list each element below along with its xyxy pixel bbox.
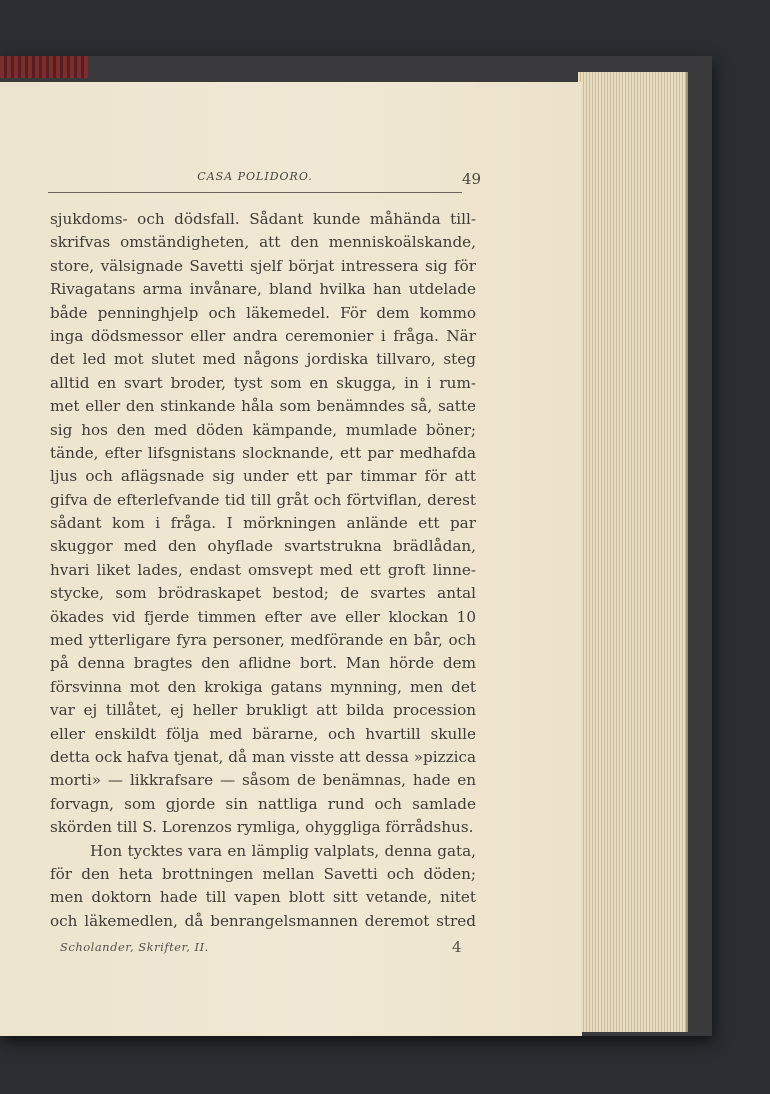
body-text	[50, 208, 476, 933]
book-headband	[0, 56, 88, 78]
text-line: ljus och aflägsnade sig under ett par timmar för att	[50, 467, 476, 486]
text-line: och läkemedlen, då benrangelsmannen deremot stred	[50, 911, 476, 930]
sheet-number: 4	[452, 938, 462, 956]
text-line: på denna bragtes den aflidne bort. Man hörde dem	[50, 654, 476, 673]
text-line: försvinna mot den krokiga gatans mynning, men det	[50, 677, 476, 696]
running-head	[48, 170, 462, 193]
running-title: CASA POLIDORO.	[197, 170, 313, 183]
page-edges	[578, 72, 688, 1032]
text-line: Rivagatans arma invånare, bland hvilka han utdelade	[50, 280, 476, 299]
text-line: ökades vid fjerde timmen efter ave eller klockan 10	[50, 607, 476, 626]
page-number: 49	[462, 170, 482, 188]
text-line: sjukdoms- och dödsfall. Sådant kunde måhända till-	[50, 210, 476, 228]
text-line: Hon tycktes vara en lämplig valplats, denna gata,	[90, 841, 476, 860]
text-line: men doktorn hade till vapen blott sitt vetande, nitet	[50, 888, 476, 907]
text-line: met eller den stinkande håla som benämndes så, satte	[50, 397, 476, 416]
text-line: alltid en svart broder, tyst som en skugga, in i rum-	[50, 373, 476, 392]
text-line: store, välsignade Savetti sjelf börjat intressera sig för	[50, 256, 476, 275]
text-line: sig hos den med döden kämpande, mumlade böner;	[50, 420, 476, 439]
text-line: stycke, som brödraskapet bestod; de svartes antal	[50, 584, 476, 603]
text-line: sådant kom i fråga. I mörkningen anlände ett par	[50, 514, 476, 533]
text-line: morti» — likkrafsare — såsom de benämnas, hade en	[50, 771, 476, 790]
text-line: eller enskildt följa med bärarne, och hvartill skulle	[50, 724, 476, 743]
text-line: gifva de efterlefvande tid till gråt och förtviflan, derest	[50, 490, 476, 509]
text-line: för den heta brottningen mellan Savetti och döden;	[50, 864, 476, 883]
text-line: detta ock hafva tjenat, då man visste att dessa »pizzica	[50, 747, 476, 766]
text-line: skuggor med den ohyflade svartstrukna brädlådan,	[50, 537, 476, 556]
text-line: forvagn, som gjorde sin nattliga rund och samlade	[50, 794, 476, 813]
text-line: hvari liket lades, endast omsvept med ett groft linne-	[50, 560, 476, 579]
text-line: med ytterligare fyra personer, medförande en bår, och	[50, 631, 476, 650]
text-line: skrifvas omständigheten, att den menniskoälskande,	[50, 233, 476, 252]
text-line: det led mot slutet med någons jordiska tillvaro, steg	[50, 350, 476, 369]
text-line: skörden till S. Lorenzos rymliga, ohyggliga förrådshus.	[50, 818, 474, 837]
text-line: tände, efter lifsgnistans slocknande, ett par medhafda	[50, 443, 476, 462]
printer-signature: Scholander, Skrifter, II.	[60, 940, 209, 954]
text-line: var ej tillåtet, ej heller brukligt att bilda procession	[50, 701, 476, 720]
text-line: inga dödsmessor eller andra ceremonier i fråga. När	[50, 326, 476, 345]
text-line: både penninghjelp och läkemedel. För dem kommo	[50, 303, 476, 322]
